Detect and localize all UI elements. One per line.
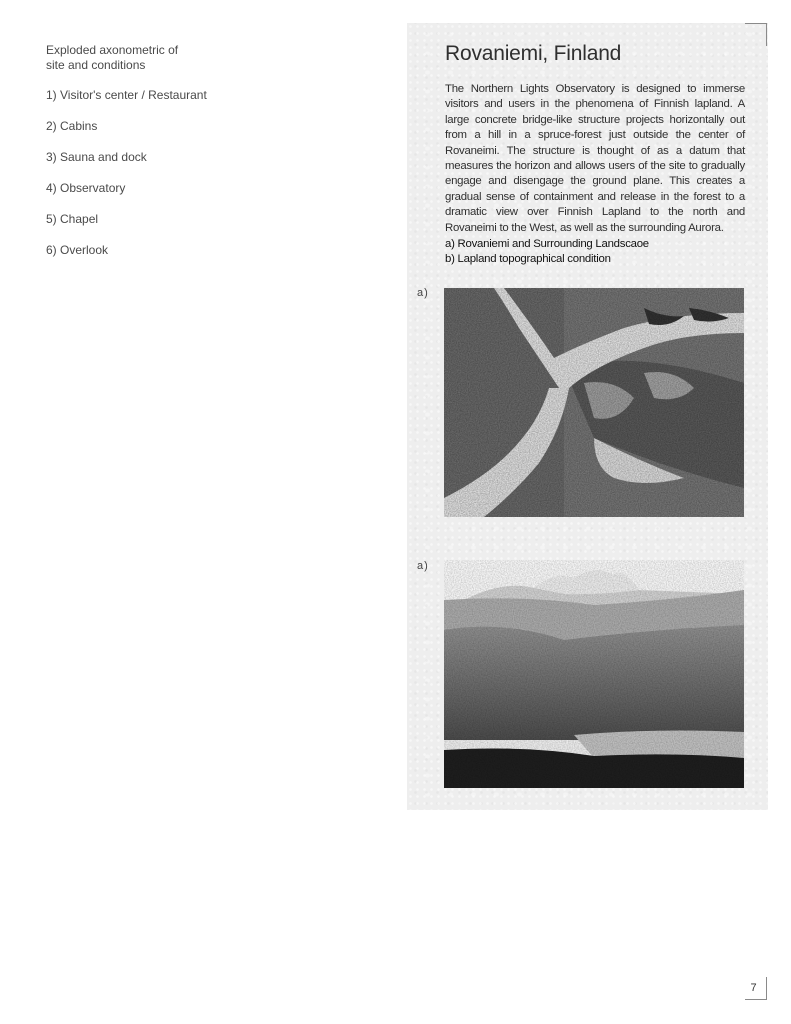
caption-b: b) Lapland topographical condition bbox=[445, 253, 611, 266]
legend-item-overlook: 6) Overlook bbox=[46, 243, 109, 257]
legend-list bbox=[46, 88, 366, 258]
page-title: Rovaniemi, Finland bbox=[445, 42, 622, 65]
site-legend bbox=[46, 43, 366, 274]
legend-item-sauna-dock: 3) Sauna and dock bbox=[46, 150, 147, 164]
legend-heading: Exploded axonometric of site and conditions bbox=[46, 43, 179, 72]
figure-captions bbox=[445, 237, 745, 268]
figure-label-2: a) bbox=[417, 560, 429, 572]
legend-item-visitors-center: 1) Visitor's center / Restaurant bbox=[46, 88, 207, 102]
legend-item-observatory: 4) Observatory bbox=[46, 181, 126, 195]
aerial-photo-rovaniemi bbox=[444, 288, 744, 517]
corner-mark bbox=[745, 23, 767, 46]
figure-label-1: a) bbox=[417, 287, 429, 299]
lapland-mountain-landscape-photo bbox=[444, 560, 744, 788]
page-number: 7 bbox=[745, 977, 767, 1000]
description-paragraph: The Northern Lights Observatory is designed to immerse visitors and users in the phenomena of Finnish lapland. A large concrete bridge-like structure projects horizontally out from a hill in a spruce-forest just outside the center of Rovaneimi. The structure is thought of as a datum that measures the horizon and allows users of the site to gradually engage and disengage the ground plane. This creates a gradual sense of containment and release in the forest to a dramatic view over Finnish Lapland to the north and Rovaneimi to the West, as well as the surrounding Aurora. bbox=[445, 83, 745, 234]
legend-item-cabins: 2) Cabins bbox=[46, 119, 98, 133]
caption-a: a) Rovaniemi and Surrounding Landscaoe bbox=[445, 238, 649, 250]
legend-item-chapel: 5) Chapel bbox=[46, 212, 99, 226]
